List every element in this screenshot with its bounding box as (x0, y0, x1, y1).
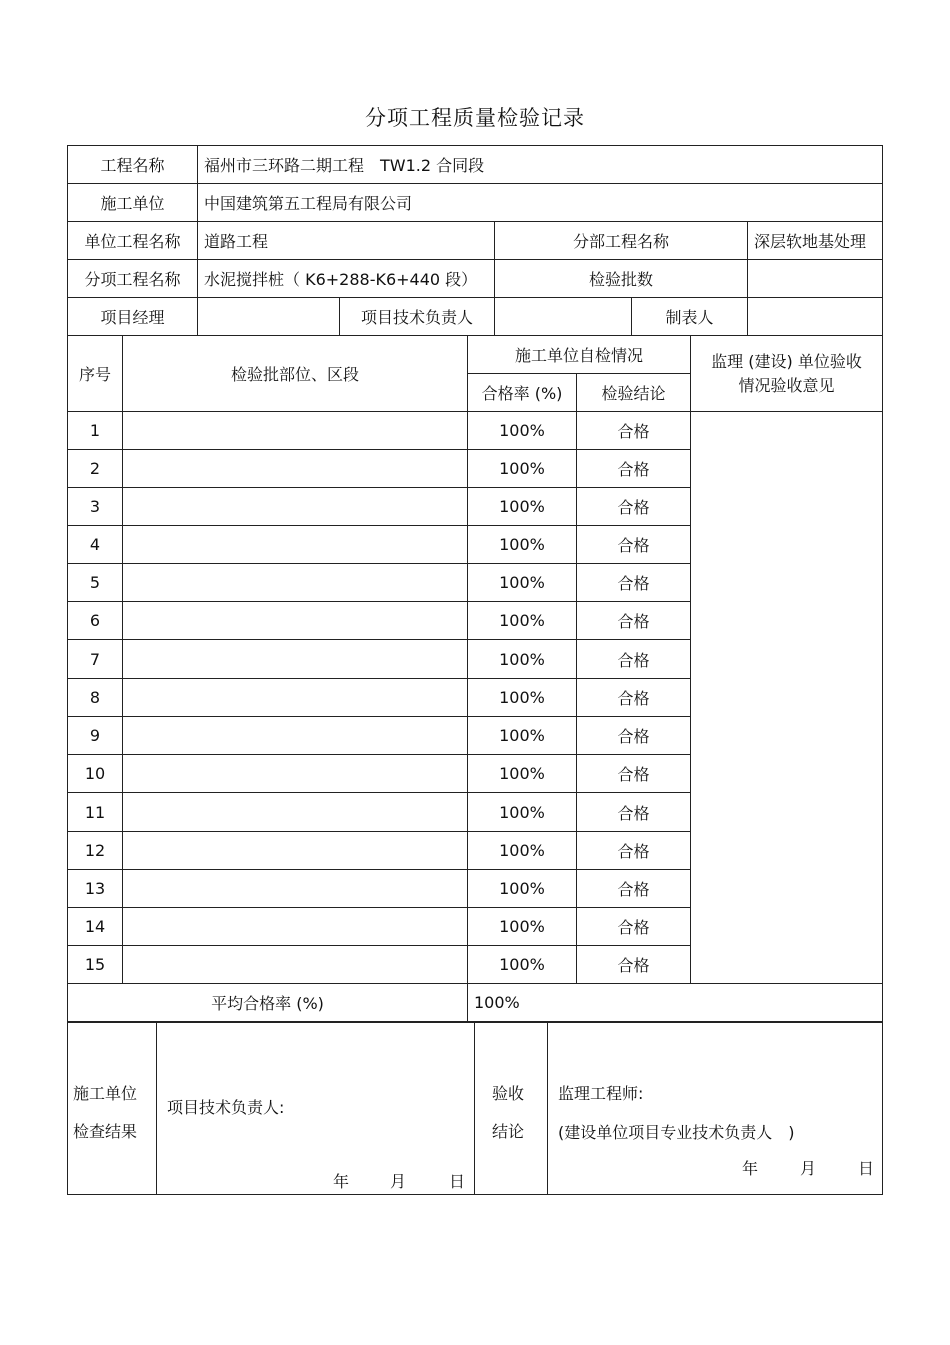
subitem-label: 分项工程名称 (68, 260, 198, 298)
row-result: 合格 (577, 450, 691, 488)
contractor-result-label (68, 1023, 157, 1195)
row-section (123, 526, 468, 564)
inspection-table (67, 335, 883, 1022)
row-result: 合格 (577, 946, 691, 984)
division-value: 深层软地基处理 (748, 222, 883, 260)
supervisor-header (691, 336, 883, 412)
row-pass-rate: 100% (468, 640, 577, 679)
row-pass-rate: 100% (468, 564, 577, 602)
row-seq: 8 (68, 679, 123, 717)
row-result: 合格 (577, 793, 691, 832)
subitem-value: 水泥搅拌桩（ K6+288-K6+440 段） (198, 260, 495, 298)
row-section (123, 564, 468, 602)
row-section (123, 412, 468, 450)
row-seq: 9 (68, 717, 123, 755)
row-seq: 14 (68, 908, 123, 946)
row-result: 合格 (577, 602, 691, 640)
avg-value: 100% (468, 984, 883, 1022)
row-pass-rate: 100% (468, 908, 577, 946)
supervisor-sign-label: 监理工程师: (558, 1084, 644, 1103)
row-seq: 2 (68, 450, 123, 488)
pass-rate-header: 合格率 (%) (468, 374, 577, 412)
conclusion-header: 检验结论 (577, 374, 691, 412)
row-pass-rate: 100% (468, 679, 577, 717)
tech-lead-label: 项目技术负责人 (340, 298, 495, 336)
month-label-2: 月 (800, 1159, 817, 1178)
row-pass-rate: 100% (468, 717, 577, 755)
avg-label: 平均合格率 (%) (68, 984, 468, 1022)
unit-project-label: 单位工程名称 (68, 222, 198, 260)
row-pass-rate: 100% (468, 412, 577, 450)
supervisor-opinion-cell (691, 412, 883, 984)
contractor-value: 中国建筑第五工程局有限公司 (198, 184, 883, 222)
row-seq: 12 (68, 832, 123, 870)
project-info-table (67, 145, 883, 336)
row-seq: 11 (68, 793, 123, 832)
supervisor-header-line1: 监理 (建设) 单位验收 (711, 351, 862, 371)
section-header: 检验批部位、区段 (123, 336, 468, 412)
contractor-label: 施工单位 (68, 184, 198, 222)
row-pass-rate: 100% (468, 755, 577, 793)
table-row (68, 412, 883, 450)
row-seq: 15 (68, 946, 123, 984)
row-section (123, 832, 468, 870)
supervisor-header-line2: 情况验收意见 (738, 375, 835, 395)
row-pass-rate: 100% (468, 488, 577, 526)
owner-sign-label: (建设单位项目专业技术负责人 ) (558, 1123, 795, 1142)
batch-count-label: 检验批数 (495, 260, 748, 298)
preparer-value (748, 298, 883, 336)
batch-count-value (748, 260, 883, 298)
row-section (123, 450, 468, 488)
row-section (123, 908, 468, 946)
manager-label: 项目经理 (68, 298, 198, 336)
self-check-header: 施工单位自检情况 (468, 336, 691, 374)
page-title: 分项工程质量检验记录 (365, 106, 585, 130)
row-seq: 6 (68, 602, 123, 640)
row-pass-rate: 100% (468, 793, 577, 832)
row-result: 合格 (577, 640, 691, 679)
project-name-label: 工程名称 (68, 146, 198, 184)
signoff-table (67, 1022, 883, 1195)
year-label: 年 (333, 1172, 350, 1191)
day-label: 日 (449, 1172, 466, 1191)
contractor-result-cell (157, 1023, 475, 1195)
row-result: 合格 (577, 832, 691, 870)
row-section (123, 755, 468, 793)
tech-lead-value (495, 298, 632, 336)
row-result: 合格 (577, 870, 691, 908)
row-result: 合格 (577, 908, 691, 946)
acceptance-cell (548, 1023, 883, 1195)
row-result: 合格 (577, 755, 691, 793)
row-seq: 5 (68, 564, 123, 602)
month-label: 月 (390, 1172, 407, 1191)
row-result: 合格 (577, 488, 691, 526)
row-pass-rate: 100% (468, 946, 577, 984)
year-label-2: 年 (742, 1159, 759, 1178)
division-label: 分部工程名称 (495, 222, 748, 260)
row-result: 合格 (577, 412, 691, 450)
row-result: 合格 (577, 717, 691, 755)
row-seq: 4 (68, 526, 123, 564)
row-pass-rate: 100% (468, 832, 577, 870)
unit-project-value: 道路工程 (198, 222, 495, 260)
contractor-label-line2: 检查结果 (73, 1122, 138, 1141)
row-section (123, 946, 468, 984)
project-name-value: 福州市三环路二期工程 TW1.2 合同段 (198, 146, 883, 184)
manager-value (198, 298, 340, 336)
seq-header: 序号 (68, 336, 123, 412)
row-section (123, 640, 468, 679)
day-label-2: 日 (858, 1159, 875, 1178)
row-pass-rate: 100% (468, 450, 577, 488)
row-pass-rate: 100% (468, 870, 577, 908)
row-section (123, 793, 468, 832)
acceptance-label-line1: 验收 (492, 1084, 525, 1103)
row-section (123, 602, 468, 640)
acceptance-label-line2: 结论 (492, 1122, 525, 1141)
preparer-label: 制表人 (632, 298, 748, 336)
row-pass-rate: 100% (468, 602, 577, 640)
row-seq: 7 (68, 640, 123, 679)
row-result: 合格 (577, 526, 691, 564)
row-result: 合格 (577, 564, 691, 602)
row-section (123, 679, 468, 717)
row-pass-rate: 100% (468, 526, 577, 564)
row-seq: 3 (68, 488, 123, 526)
contractor-label-line1: 施工单位 (73, 1084, 138, 1103)
acceptance-label (475, 1023, 548, 1195)
row-section (123, 870, 468, 908)
row-seq: 13 (68, 870, 123, 908)
row-result: 合格 (577, 679, 691, 717)
row-section (123, 488, 468, 526)
row-section (123, 717, 468, 755)
row-seq: 10 (68, 755, 123, 793)
row-seq: 1 (68, 412, 123, 450)
tech-lead-sign-label: 项目技术负责人: (167, 1098, 285, 1117)
